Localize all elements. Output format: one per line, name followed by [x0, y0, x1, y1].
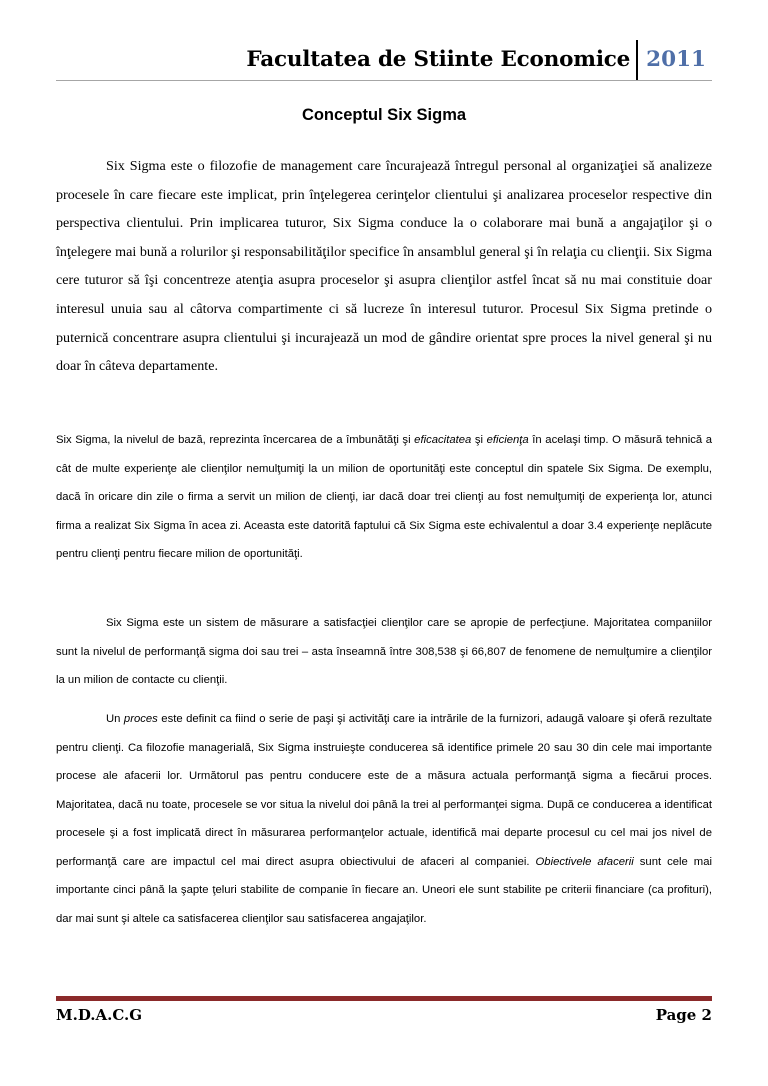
paragraph-2-text-b: şi [471, 434, 487, 446]
paragraph-4 [56, 705, 712, 933]
header-year: 2011 [646, 47, 706, 72]
document-title: Conceptul Six Sigma [301, 106, 467, 124]
header-title: Facultatea de Stiinte Economice [246, 40, 638, 80]
paragraph-2-text-c: în acelaşi timp. O măsură tehnică a cât de multe experienţe ale clienţilor nemulţumiţi la un milion de oportunităţi este conceptul din spatele Six Sigma. De exemplu, dacă în oricare din zile o firma a servit un milion de clienţi, iar dacă doar trei clienţi au fost nemulţumiţi de experienţa lor, atunci firma a realizat Six Sigma în acea zi. Aceasta este datorită faptului că Six Sigma este echivalentul a doar 3.4 experienţe neplăcute pentru clienţi pentru fiecare milion de oportunităţi. [56, 434, 712, 560]
footer-left-text: M.D.A.C.G [56, 1006, 143, 1024]
footer-page-number: Page 2 [655, 1006, 712, 1024]
header-divider [56, 80, 712, 81]
term-eficacitatea: eficacitatea [414, 434, 472, 446]
paragraph-4-text-c: sunt cele mai importante cinci până la şapte ţeluri stabilite de companie în fiecare an. Uneori ele sunt stabilite pe criterii financiare (ca profituri), dar mai sunt şi altele ca satisfacerea clienţilor sau satisfacerea angajaţilor. [56, 855, 712, 925]
footer-divider [56, 996, 712, 1001]
paragraph-2-text-a: Six Sigma, la nivelul de bază, reprezinta încercarea de a îmbunătăţi şi [56, 434, 415, 446]
paragraph-2 [56, 426, 712, 569]
paragraph-4-text-b: este definit ca fiind o serie de paşi şi activităţi care ia intrările de la furnizori, adaugă valoare şi oferă rezultate pentru clienţi. Ca filozofie managerială, Six Sigma instruieşte conducerea să identifice primele 20 sau 30 din cele mai importante procese ale afacerii lor. Următorul pas pentru conducere este de a măsura actuala performanţă sigma a fiecărui proces. Majoritatea, dacă nu toate, procesele se vor situa la nivelul doi până la trei al performanţei sigma. După ce conducerea a identificat procesele şi a fost implicată direct în măsurarea performanţelor actuale, identifică mai departe procesul cu cel mai jos nivel de performanţă care are impactul cel mai direct asupra obiectivului de afaceri al companiei. [56, 713, 712, 868]
term-eficienta: eficienţa [486, 434, 529, 446]
paragraph-4-text-a: Un [106, 713, 124, 725]
paragraph-3: Six Sigma este un sistem de măsurare a satisfacţiei clienţilor care se apropie de perfecţiune. Majoritatea companiilor sunt la nivelul de performanţă sigma doi sau trei – asta înseamnă între 308,538 şi 66,807 de fenomene de nemulţumire a clienţilor la un milion de contacte cu clienţii. [56, 617, 712, 686]
term-proces: proces [123, 713, 158, 725]
term-obiectivele-afacerii: Obiectivele afacerii [535, 855, 634, 868]
page-header [246, 40, 706, 80]
paragraph-1: Six Sigma este o filozofie de management care încurajează întregul personal al organizaţiei să analizeze procesele în care fiecare este implicat, prin înţelegerea cerinţelor clientului şi analizarea proceselor respective din perspectiva clientului. Prin implicarea tuturor, Six Sigma conduce la o colaborare mai bună a angajaţilor şi o înţelegere mai bună a rolurilor şi responsabilităţilor specifice în ansamblul general şi în relaţia cu clienţii. Six Sigma cere tuturor să îşi concentreze atenţia asupra proceselor şi asupra clienţilor astfel încat să nu mai constituie doar interesul unuia sau al câtorva compartimente ci să lucreze în interesul tuturor. Procesul Six Sigma pretinde o puternică concentrare asupra clientului şi incurajează un mod de gândire orientat spre proces la nivel general şi nu doar în câteva departamente. [56, 158, 712, 375]
